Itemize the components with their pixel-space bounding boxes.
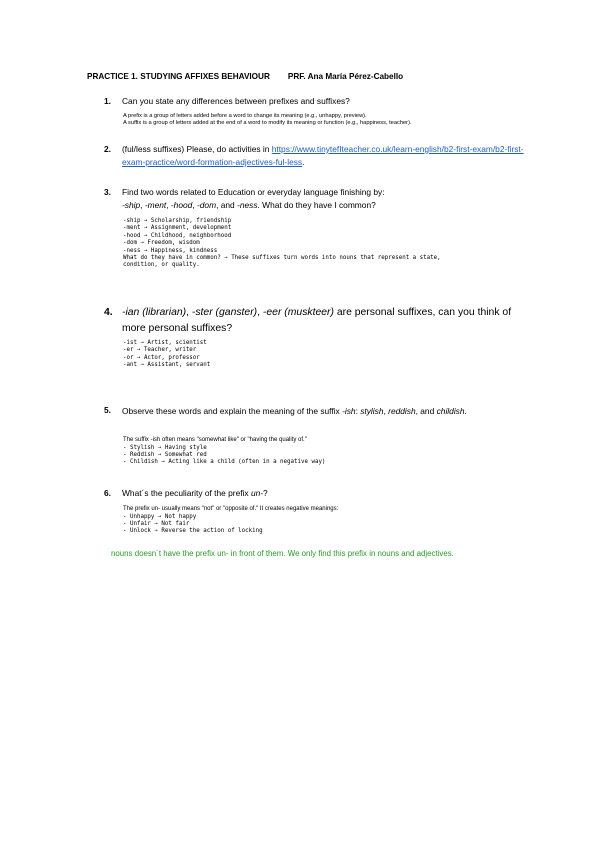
suffix-example: (muskteer)	[284, 307, 334, 318]
question-tail: . What do they have I common?	[257, 200, 376, 210]
answer-3	[123, 218, 441, 270]
answer-line: A suffix is a group of letters added at the end of a word to modify its meaning or function (e.g., happiness, teacher).	[123, 120, 412, 127]
question-number: 1.	[104, 96, 111, 106]
answer-line: - Unhappy → Not happy	[123, 513, 197, 520]
answer-line: - Reddish → Somewhat red	[123, 452, 207, 458]
answer-4	[123, 340, 210, 370]
suffix: -dom	[196, 200, 217, 210]
example-word: stylish	[360, 406, 384, 416]
answer-line: -hood → Childhood, neighborhood	[123, 232, 232, 239]
answer-line: -or → Actor, professor	[123, 354, 200, 361]
question-text-part: .	[302, 157, 305, 167]
question-number: 6.	[104, 488, 111, 498]
answer-line: - Childish → Acting like a child (often in a negative way)	[123, 459, 326, 466]
example-word: reddish	[388, 406, 416, 416]
suffix: -ness	[237, 200, 258, 210]
question-text-part: ?	[263, 488, 268, 498]
question-number: 5.	[104, 405, 111, 415]
question-text: Find two words related to Education or everyday language finishing by: -ship, -ment, -hood, -dom, and -ness. What do they have I common?	[122, 187, 385, 210]
question-number: 2.	[104, 144, 111, 154]
answer-line: -ness → Happiness, kindness	[123, 247, 218, 254]
answer-line: -ant → Assistant, servant	[123, 362, 211, 369]
page-header	[87, 72, 403, 81]
answer-line: A prefix is a group of letters added before a word to change its meaning (e.g., unhappy, preview).	[123, 113, 367, 119]
answer-line: -dom → Freedom, wisdom	[123, 240, 200, 247]
answer-line: -ship → Scholarship, friendship	[123, 218, 232, 224]
answer-line: - Stylish → Having style	[123, 444, 207, 451]
answer-line: -ment → Assignment, development	[123, 225, 232, 232]
answer-line: - Unfair → Not fair	[123, 521, 190, 527]
teacher-name: PRF. Ana María Pérez-Cabello	[287, 72, 404, 81]
answer-intro: The prefix un- usually means "not" or "opposite of." It creates negative meanings:	[123, 506, 339, 512]
answer-5	[123, 437, 325, 467]
question-tail: are personal suffixes, can you think of more personal suffixes?	[122, 307, 512, 334]
prefix: un-	[250, 488, 264, 498]
conjunction: and	[220, 200, 235, 210]
answer-intro: The suffix -ish often means "somewhat like" or "having the quality of."	[123, 437, 307, 443]
green-note: nouns doesn´t have the prefix un- in front of them. We only find this prefix in nouns and adjectives.	[111, 549, 454, 558]
suffix: -ian (librarian)	[122, 307, 187, 318]
question-text	[122, 143, 532, 169]
answer-line: What do they have in common? → These suffixes turn words into nouns that represent a state,	[123, 255, 441, 262]
suffix: -hood	[170, 200, 193, 210]
practice-title: PRACTICE 1. STUDYING AFFIXES BEHAVIOUR	[87, 72, 270, 81]
suffix: -eer	[262, 307, 282, 318]
answer-line: condition, or quality.	[123, 262, 200, 269]
question-text-part: What´s the peculiarity of the prefix	[122, 488, 251, 498]
suffix: -ment	[144, 200, 167, 210]
question-text: Observe these words and explain the meaning of the suffix -ish: stylish, reddish, and childish.	[122, 406, 467, 416]
answer-line: -ist → Artist, scientist	[123, 340, 207, 346]
answer-1	[123, 113, 412, 128]
question-text-part: (ful/less suffixes) Please, do activities in	[122, 144, 272, 154]
question-number: 4.	[104, 307, 113, 318]
example-word: childish	[436, 406, 465, 416]
question-line: Find two words related to Education or everyday language finishing by:	[122, 187, 385, 197]
answer-line: - Unlock → Reverse the action of locking	[123, 528, 263, 535]
suffix: -ish	[342, 406, 356, 416]
answer-6	[123, 506, 338, 536]
question-text-part: Observe these words and explain the meaning of the suffix	[122, 406, 343, 416]
suffix: -ship	[122, 200, 141, 210]
question-number: 3.	[104, 187, 111, 197]
question-text: Can you state any differences between prefixes and suffixes?	[122, 96, 350, 106]
question-text	[122, 487, 532, 500]
activity-link[interactable]: https://www.tinytefIteacher.co.uk/learn-english/b2-first-exam/b2-first-exam-practice/word-formation-adjectives-ful-less	[122, 144, 524, 167]
question-text: -ian (librarian), -ster (ganster), -eer (muskteer) are personal suffixes, can you think of more personal suffixes?	[122, 307, 512, 334]
answer-line: -er → Teacher, writer	[123, 347, 197, 354]
suffix: -ster (ganster)	[191, 307, 258, 318]
